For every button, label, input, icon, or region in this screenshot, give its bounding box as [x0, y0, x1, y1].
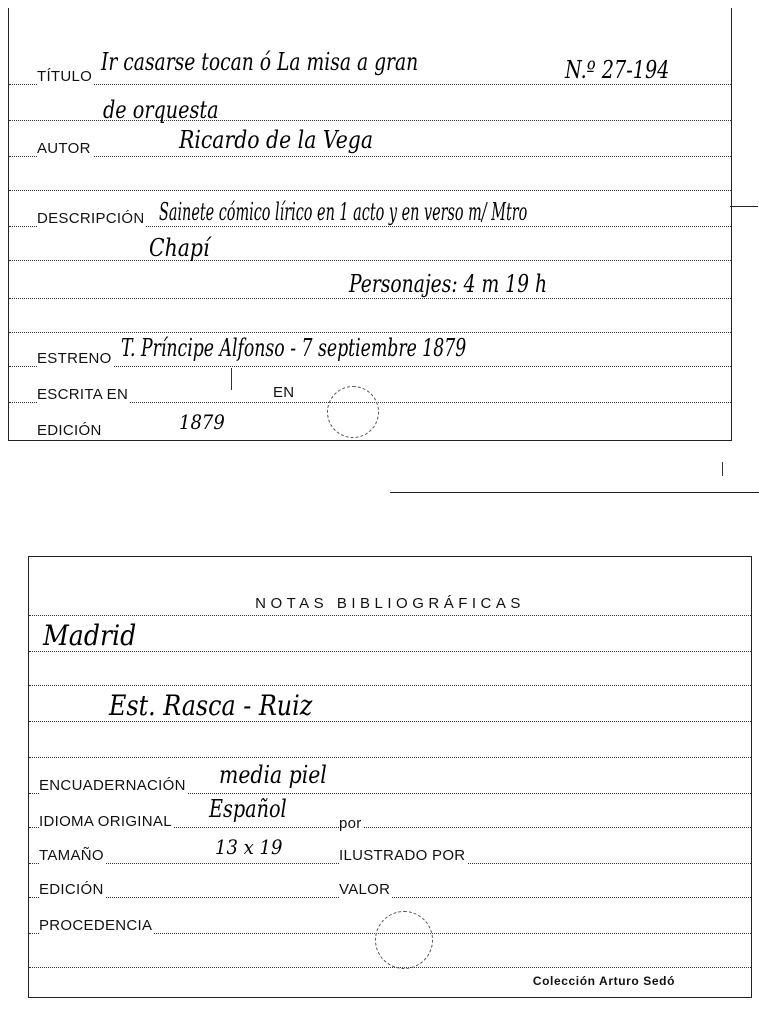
- label-encuadernacion: ENCUADERNACIÓN: [39, 777, 186, 794]
- rule: [9, 260, 731, 261]
- label-edicion-2: EDICIÓN: [39, 881, 104, 898]
- catalog-card-top: [8, 8, 732, 441]
- rule: [9, 156, 731, 157]
- collection-footer: Colección Arturo Sedó: [532, 974, 675, 988]
- label-por: por: [339, 815, 362, 832]
- value-notas-line2: Est. Rasca - Ruiz: [109, 689, 313, 722]
- label-en: EN: [273, 384, 295, 401]
- label-descripcion: DESCRIPCIÓN: [37, 210, 145, 227]
- label-valor: VALOR: [339, 881, 391, 898]
- value-titulo: Ir casarse tocan ó La misa a gran: [101, 48, 419, 76]
- rule: [29, 685, 751, 686]
- value-autor: Ricardo de la Vega: [179, 126, 373, 154]
- value-idioma: Español: [209, 795, 287, 823]
- catalog-card-bottom: [28, 556, 752, 998]
- label-autor: AUTOR: [37, 140, 91, 157]
- value-descripcion-line2: Chapí: [149, 234, 210, 262]
- rule: [29, 757, 751, 758]
- label-idioma: IDIOMA ORIGINAL: [39, 813, 172, 830]
- stamp-circle: [327, 386, 379, 438]
- label-procedencia: PROCEDENCIA: [39, 917, 153, 934]
- rule: [9, 190, 731, 191]
- rule: [9, 366, 731, 367]
- rule: [9, 84, 731, 85]
- label-edicion: EDICIÓN: [37, 422, 102, 439]
- rule: [29, 651, 751, 652]
- value-personajes: Personajes: 4 m 19 h: [349, 270, 548, 298]
- value-titulo-line2: de orquesta: [103, 96, 219, 124]
- label-escrita-en: ESCRITA EN: [37, 386, 129, 403]
- scan-mark: [722, 462, 723, 476]
- label-titulo: TÍTULO: [37, 68, 93, 85]
- value-tamano: 13 x 19: [215, 835, 283, 859]
- scan-edge: [390, 492, 759, 493]
- notas-heading: NOTAS BIBLIOGRÁFICAS: [255, 595, 525, 612]
- label-ilustrado: ILUSTRADO POR: [339, 847, 466, 864]
- value-numero: N.º 27-194: [565, 56, 670, 84]
- value-encuadernacion: media piel: [219, 761, 327, 789]
- value-estreno: T. Príncipe Alfonso - 7 septiembre 1879: [121, 334, 467, 362]
- rule: [9, 332, 731, 333]
- value-edicion: 1879: [179, 410, 225, 434]
- scan-edge: [730, 206, 758, 207]
- rule: [9, 298, 731, 299]
- pen-mark: [231, 368, 232, 390]
- stamp-circle: [375, 911, 433, 969]
- rule: [29, 967, 751, 968]
- label-tamano: TAMAÑO: [39, 847, 104, 864]
- value-notas-line1: Madrid: [43, 619, 137, 652]
- value-descripcion: Sainete cómico lírico en 1 acto y en verso m/ Mtro: [159, 198, 528, 226]
- rule: [29, 615, 751, 616]
- label-estreno: ESTRENO: [37, 350, 112, 367]
